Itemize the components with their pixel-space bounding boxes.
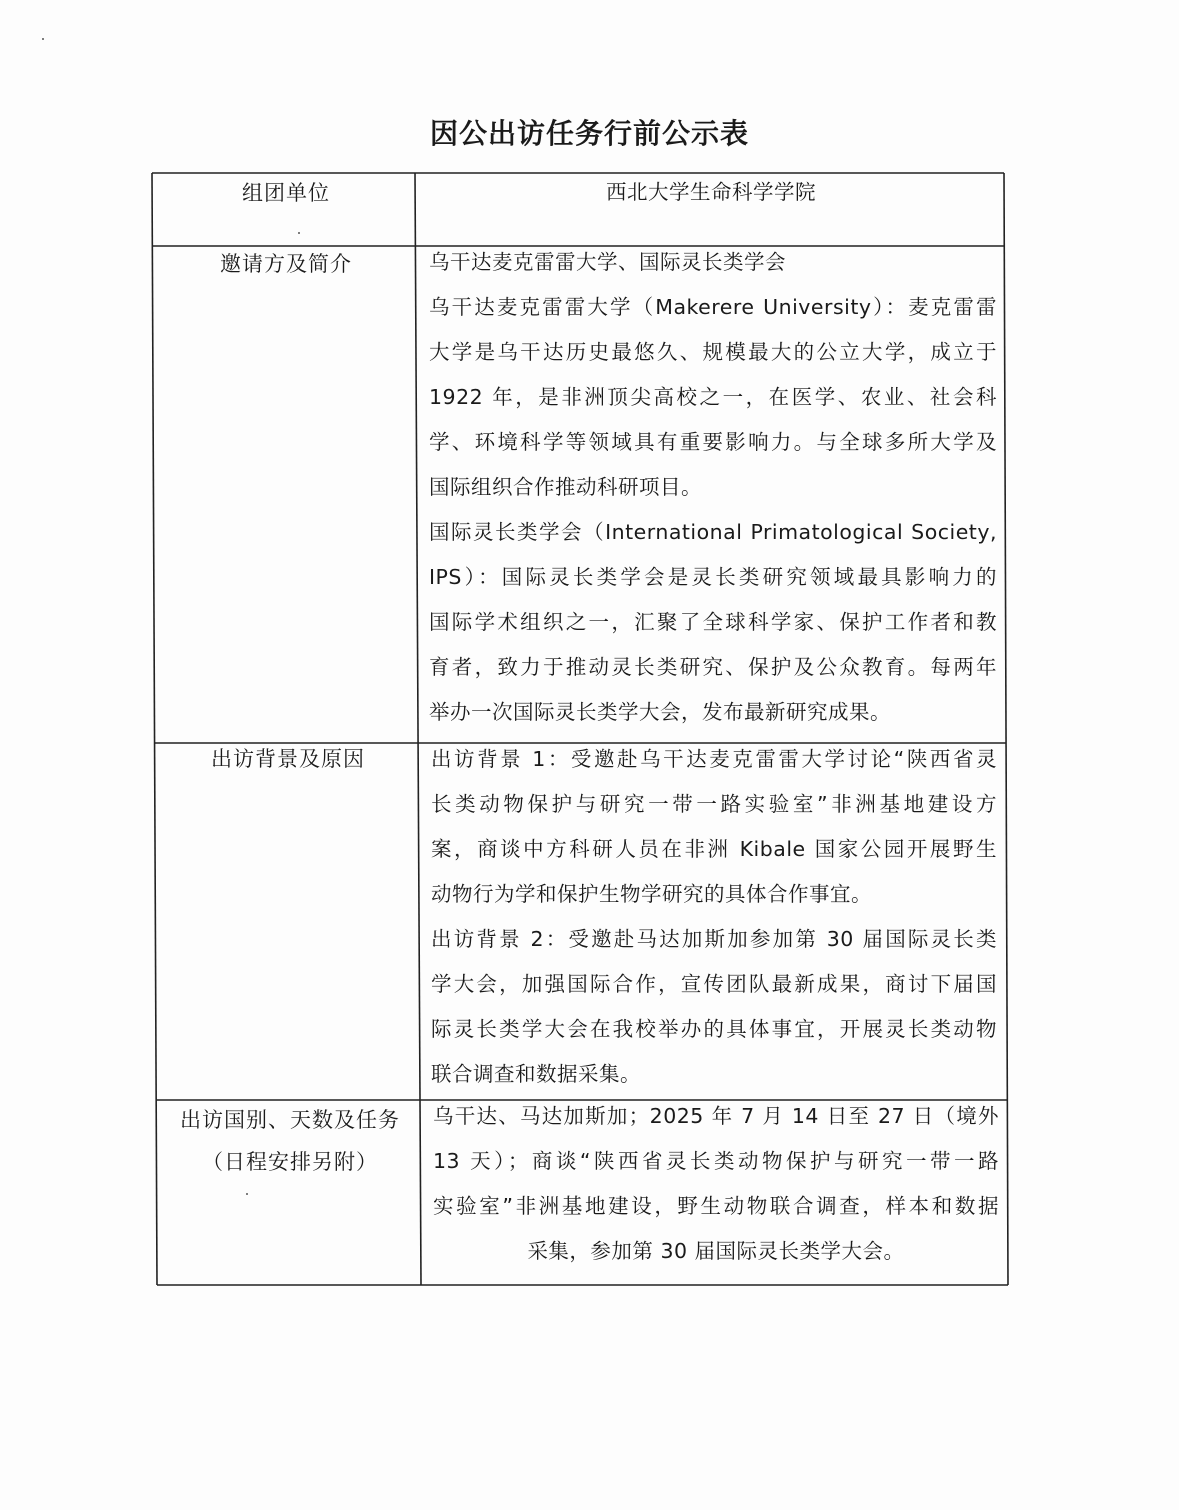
- content-line: 大学是乌干达历史最悠久、规模最大的公立大学，成立于: [429, 340, 997, 364]
- content-line: 国际学术组织之一，汇聚了全球科学家、保护工作者和教: [429, 610, 997, 634]
- content-line: 乌干达麦克雷雷大学、国际灵长类学会: [429, 250, 786, 274]
- row-label-countries-days-tasks: [164, 1099, 416, 1183]
- content-line: 乌干达、马达加斯加；2025 年 7 月 14 日至 27 日（境外: [433, 1104, 999, 1128]
- content-line: 1922 年，是非洲顶尖高校之一，在医学、农业、社会科: [429, 385, 997, 409]
- row-content-inviter-intro: [429, 240, 997, 735]
- content-line: 13 天）；商谈“陕西省灵长类动物保护与研究一带一路: [433, 1149, 999, 1173]
- document-title: 因公出访任务行前公示表: [429, 117, 749, 150]
- label-line: 邀请方及简介: [220, 252, 352, 276]
- content-line: 采集，参加第 30 届国际灵长类学大会。: [527, 1239, 905, 1263]
- content-line: 国际组织合作推动科研项目。: [429, 475, 702, 499]
- label-line: 出访背景及原因: [211, 747, 365, 771]
- content-line: 动物行为学和保护生物学研究的具体合作事宜。: [431, 882, 872, 906]
- content-line: 乌干达麦克雷雷大学（Makerere University）：麦克雷雷: [429, 295, 997, 319]
- content-line: 长类动物保护与研究一带一路实验室”非洲基地建设方: [431, 792, 997, 816]
- content-line: 学、环境科学等领域具有重要影响力。与全球多所大学及: [429, 430, 997, 454]
- content-line: 出访背景 2：受邀赴马达加斯加参加第 30 届国际灵长类: [431, 927, 997, 951]
- content-line: 实验室”非洲基地建设，野生动物联合调查，样本和数据: [433, 1194, 999, 1218]
- content-line: 案，商谈中方科研人员在非洲 Kibale 国家公园开展野生: [431, 837, 997, 861]
- label-line: 出访国别、天数及任务: [180, 1108, 400, 1132]
- row-label-inviter-intro: [160, 243, 412, 285]
- content-line: 育者，致力于推动灵长类研究、保护及公众教育。每两年: [429, 655, 997, 679]
- content-line: 出访背景 1：受邀赴乌干达麦克雷雷大学讨论“陕西省灵: [431, 747, 997, 771]
- content-line: 联合调查和数据采集。: [431, 1062, 641, 1086]
- row-label-background-reason: [162, 738, 414, 780]
- content-line: 西北大学生命科学学院: [606, 180, 816, 204]
- row-content-background-reason: [431, 737, 997, 1097]
- row-content-organizing-unit: [425, 170, 997, 215]
- content-line: IPS）：国际灵长类学会是灵长类研究领域最具影响力的: [429, 565, 997, 589]
- row-label-organizing-unit: [160, 172, 412, 214]
- content-line: 际灵长类学大会在我校举办的具体事宜，开展灵长类动物: [431, 1017, 997, 1041]
- content-line: 举办一次国际灵长类学大会，发布最新研究成果。: [429, 700, 891, 724]
- row-content-countries-days-tasks: [433, 1094, 999, 1274]
- label-line: 组团单位: [242, 181, 330, 205]
- label-line: （日程安排另附）: [202, 1150, 378, 1174]
- scan-speck: [298, 232, 300, 234]
- scan-speck: [42, 38, 44, 40]
- content-line: 学大会，加强国际合作，宣传团队最新成果，商讨下届国: [431, 972, 997, 996]
- scan-speck: [246, 1193, 248, 1195]
- content-line: 国际灵长类学会（International Primatological Society,: [429, 520, 997, 544]
